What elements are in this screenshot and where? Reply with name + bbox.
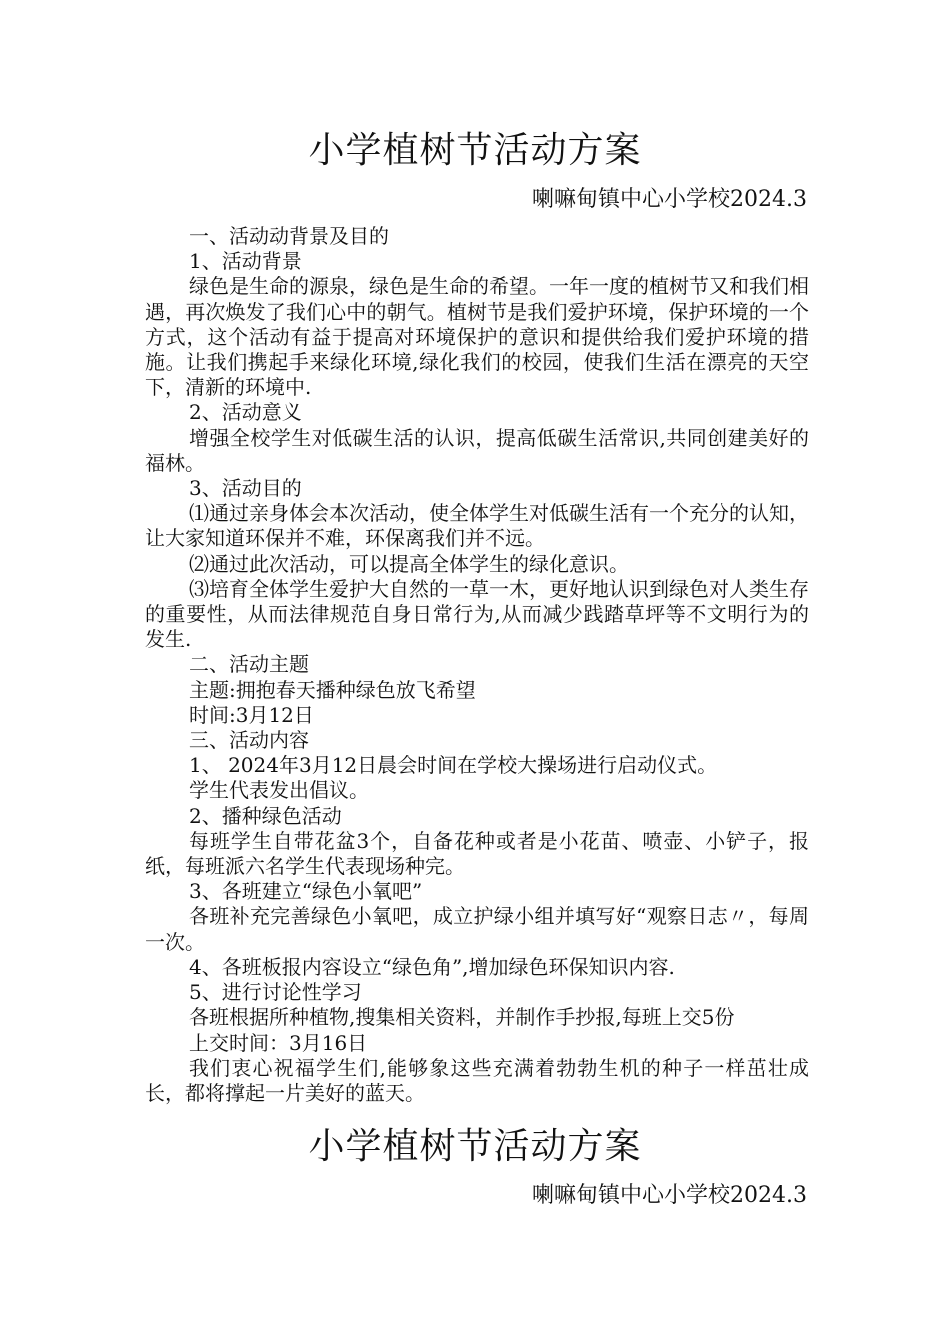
paragraph: 时间:3月12日 — [189, 702, 314, 727]
paragraph: 绿色是生命的源泉，绿色是生命的希望。一年一度的植树节又和我们相遇，再次焕发了我们心中的朝气。植树节是我们爱护环境，保护环境的一个方式，这个活动有益于提高对环境保护的意识和提供给我们爱护环境的措施。让我们携起手来绿化环境,绿化我们的校园，使我们生活在漂亮的天空下，清新的环境中. — [145, 274, 809, 400]
subsection-heading: 1、活动背景 — [189, 249, 302, 274]
document-title-repeat: 小学植树节活动方案 — [308, 1126, 642, 1167]
paragraph: 增强全校学生对低碳生活的认识，提高低碳生活常识,共同创建美好的福林。 — [145, 425, 809, 475]
paragraph: 上交时间：3月16日 — [189, 1030, 368, 1055]
section-heading: 三、活动内容 — [189, 728, 309, 753]
paragraph: 学生代表发出倡议。 — [189, 778, 369, 803]
paragraph: 主题:拥抱春天播种绿色放飞希望 — [189, 677, 476, 702]
document-title: 小学植树节活动方案 — [308, 130, 642, 171]
subsection-heading: 5、进行讨论性学习 — [189, 980, 362, 1005]
document-body — [145, 224, 809, 1106]
paragraph: 各班根据所种植物,搜集相关资料，并制作手抄报,每班上交5份 — [189, 1005, 735, 1030]
subsection-heading: 3、活动目的 — [189, 476, 302, 501]
school-date-line: 喇嘛甸镇中心小学校2024.3 — [532, 187, 807, 212]
paragraph: 1、 2024年3月12日晨会时间在学校大操场进行启动仪式。 — [189, 753, 718, 778]
paragraph: ⑶培育全体学生爱护大自然的一草一木，更好地认识到绿色对人类生存的重要性，从而法律规范自身日常行为,从而减少践踏草坪等不文明行为的发生. — [145, 576, 809, 652]
subsection-heading: 3、各班建立“绿色小氧吧” — [189, 879, 423, 904]
paragraph: ⑵通过此次活动，可以提高全体学生的绿化意识。 — [189, 551, 629, 576]
paragraph: 各班补充完善绿色小氧吧，成立护绿小组并填写好“观察日志〃，每周一次。 — [145, 904, 809, 954]
paragraph: ⑴通过亲身体会本次活动，使全体学生对低碳生活有一个充分的认知，让大家知道环保并不难，环保离我们并不远。 — [145, 501, 809, 551]
section-heading: 二、活动主题 — [189, 652, 309, 677]
paragraph: 4、各班板报内容设立“绿色角”,增加绿色环保知识内容. — [189, 954, 675, 979]
subsection-heading: 2、活动意义 — [189, 400, 302, 425]
paragraph: 我们衷心祝福学生们,能够象这些充满着勃勃生机的种子一样茁壮成长，都将撑起一片美好的蓝天。 — [145, 1055, 809, 1105]
paragraph: 每班学生自带花盆3个，自备花种或者是小花苗、喷壶、小铲子，报纸，每班派六名学生代表现场种完。 — [145, 828, 809, 879]
section-heading: 一、活动动背景及目的 — [189, 224, 389, 248]
school-date-line-repeat: 喇嘛甸镇中心小学校2024.3 — [532, 1183, 807, 1208]
subsection-heading: 2、播种绿色活动 — [189, 803, 342, 828]
